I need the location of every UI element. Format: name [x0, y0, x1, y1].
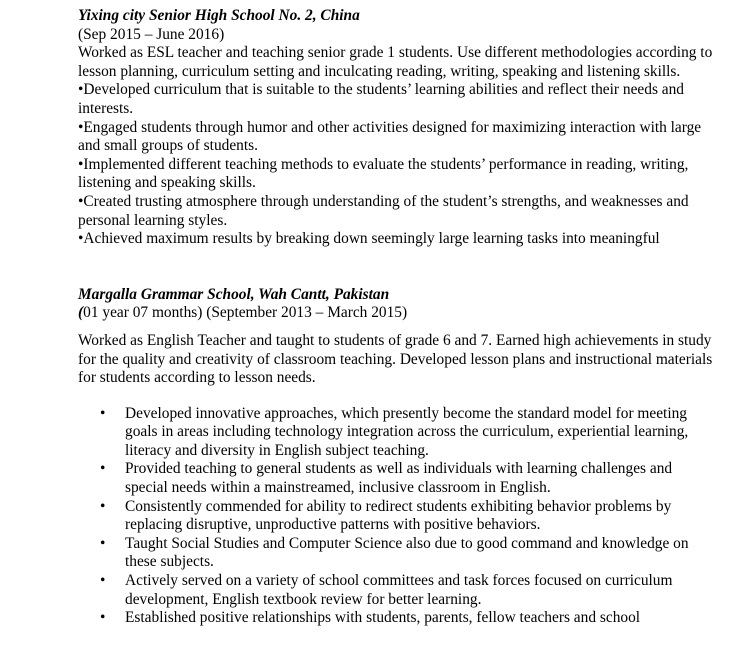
list-item-text: Provided teaching to general students as well as individuals with learning challenges and special needs within a mainstreamed, inclusive classroom in English. — [125, 460, 673, 497]
bullet-icon: • — [100, 497, 106, 515]
resume-page — [78, 7, 718, 628]
bullet-icon: • — [100, 404, 106, 422]
bullet-icon: • — [100, 534, 106, 552]
list-item-text: Consistently commended for ability to redirect students exhibiting behavior problems by replacing disruptive, unproductive patterns with positive behaviors. — [125, 497, 672, 534]
job-bullet: •Created trusting atmosphere through understanding of the student’s strengths, and weaknesses and personal learning styles. — [78, 192, 689, 229]
job-bullet: •Implemented different teaching methods to evaluate the students’ performance in reading, writing, listening and speaking skills. — [78, 155, 689, 192]
list-item — [78, 405, 718, 461]
bullet-icon: • — [100, 609, 106, 627]
list-item — [78, 609, 718, 628]
list-item — [78, 498, 718, 535]
bullet-icon: • — [100, 572, 106, 590]
job-dates — [78, 304, 718, 323]
job-summary: Worked as English Teacher and taught to students of grade 6 and 7. Earned high achievements in study for the quality and creativity of classroom teaching. Developed lesson plans and instructional materials for students according to lesson needs. — [78, 331, 713, 387]
list-item-text: Actively served on a variety of school committees and task forces focused on curriculum development, English textbook review for better learning. — [125, 572, 673, 608]
list-item-text: Taught Social Studies and Computer Science also due to good command and knowledge on these subjects. — [125, 534, 689, 571]
bullet-icon: • — [100, 460, 106, 478]
dates-open-paren: ( — [78, 304, 84, 322]
job-bullet: •Achieved maximum results by breaking down seemingly large learning tasks into meaningful — [78, 230, 660, 248]
job-bullet: •Engaged students through humor and other activities designed for maximizing interaction with large and small groups of students. — [78, 118, 702, 155]
list-item-text: Developed innovative approaches, which presently become the standard model for meeting goals in areas including technology integration across the curriculum, experiential learning, literacy and diversity in English subject teaching. — [125, 404, 689, 459]
job-bullet-list — [78, 405, 718, 628]
list-item — [78, 572, 718, 609]
job-dates-text: 01 year 07 months) (September 2013 – March 2015) — [83, 304, 408, 322]
list-item-text: Established positive relationships with students, parents, fellow teachers and school — [125, 609, 641, 627]
job-bullet: •Developed curriculum that is suitable to the students’ learning abilities and reflect their needs and interests. — [78, 81, 684, 117]
list-item — [78, 535, 718, 572]
job-entry-yixing — [78, 7, 718, 249]
job-entry-margalla — [78, 286, 718, 628]
job-title: Margalla Grammar School, Wah Cantt, Pakistan — [78, 285, 390, 303]
job-dates: (Sep 2015 – June 2016) — [78, 25, 225, 43]
list-item — [78, 460, 718, 497]
job-title: Yixing city Senior High School No. 2, China — [78, 7, 360, 24]
job-summary: Worked as ESL teacher and teaching senior grade 1 students. Use different methodologies according to lesson planning, curriculum setting and inculcating reading, writing, speaking and listening skills. — [78, 44, 713, 80]
